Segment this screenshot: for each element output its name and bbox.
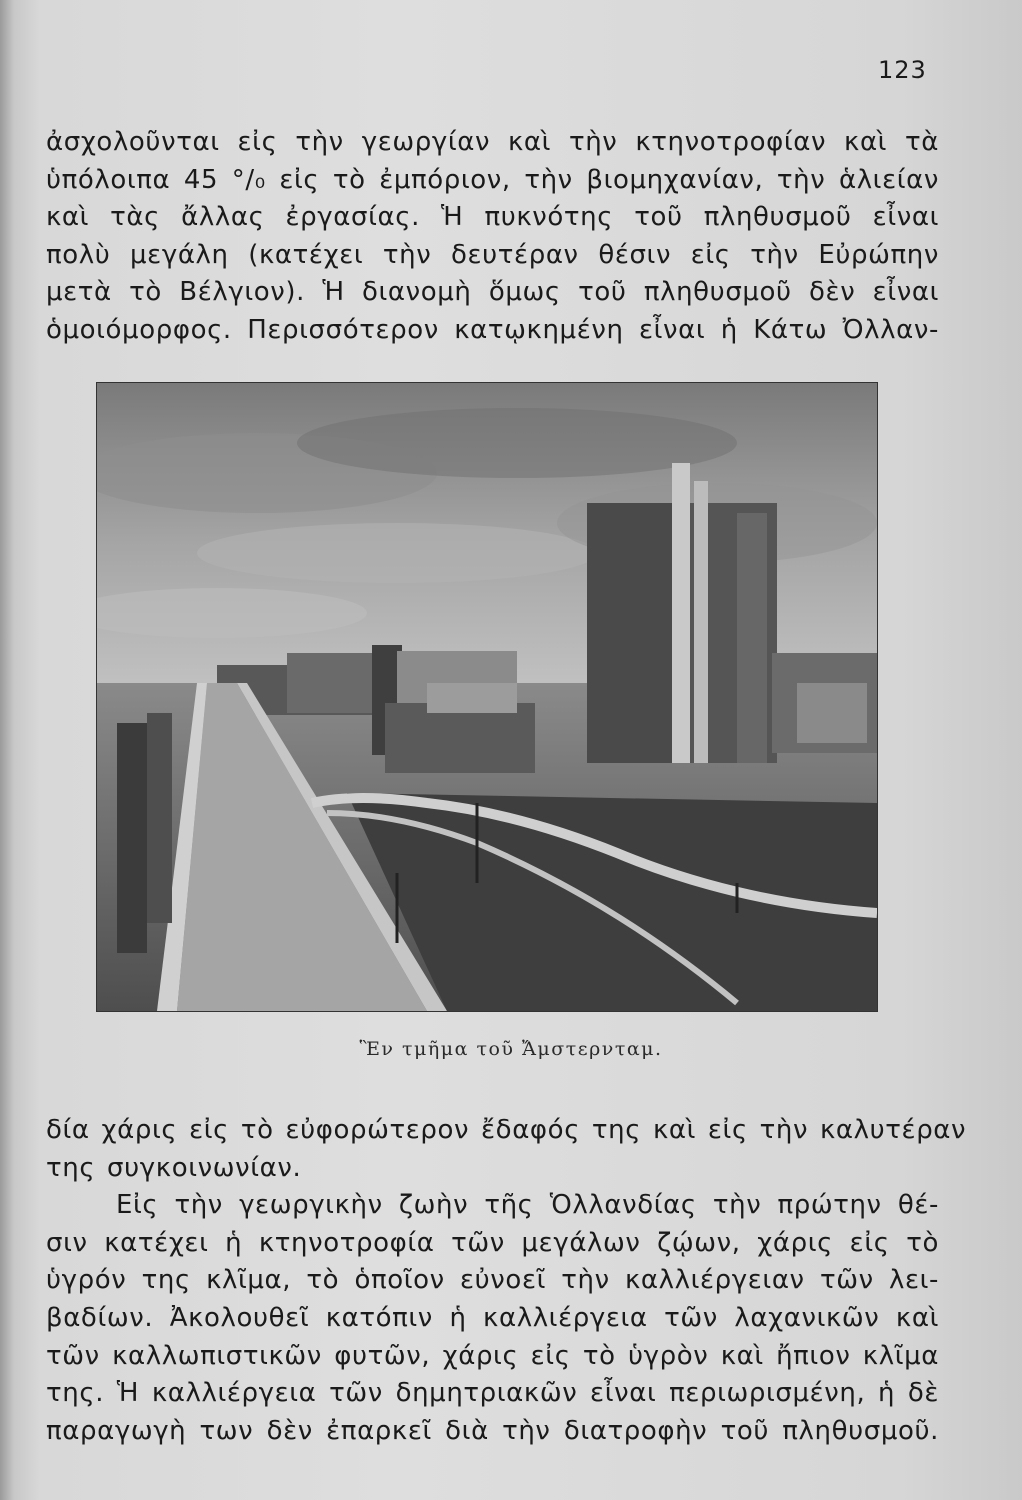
figure-caption: Ἓν τμῆμα τοῦ Ἄμστερνταμ. [359,1038,663,1060]
photo-illustration [97,383,877,1011]
top-paragraph [46,124,939,350]
amsterdam-photograph [96,382,878,1012]
text-line: σιν κατέχει ἡ κτηνοτροφία τῶν μεγάλων ζῴων, χάρις εἰς τὸ [46,1227,939,1258]
text-line: της. Ἡ καλλιέργεια τῶν δημητριακῶν εἶναι περιωρισμένη, ἡ δὲ [46,1378,939,1409]
text-line: ὑγρόν της κλῖμα, τὸ ὁποῖον εὐνοεῖ τὴν καλλιέργειαν τῶν λει- [46,1265,939,1296]
text-line: καὶ τὰς ἄλλας ἐργασίας. Ἡ πυκνότης τοῦ πληθυσμοῦ εἶναι [46,202,939,233]
text-line: τῶν καλλωπιστικῶν φυτῶν, χάρις εἰς τὸ ὑγρὸν καὶ ἤπιον κλῖμα [46,1340,939,1371]
text-line: ἀσχολοῦνται εἰς τὴν γεωργίαν καὶ τὴν κτηνοτροφίαν καὶ τὰ [46,127,939,157]
text-line: ὑπόλοιπα 45 °/₀ εἰς τὸ ἐμπόριον, τὴν βιομηχανίαν, τὴν ἁλιείαν [46,164,939,195]
bottom-paragraph [46,1112,967,1450]
text-line: βαδίων. Ἀκολουθεῖ κατόπιν ἡ καλλιέργεια τῶν λαχανικῶν καὶ [46,1302,939,1333]
text-line: Εἰς τὴν γεωργικὴν ζωὴν τῆς Ὁλλανδίας τὴν πρώτην θέ- [116,1190,939,1221]
text-line: παραγωγὴ των δὲν ἐπαρκεῖ διὰ τὴν διατροφὴν τοῦ πληθυσμοῦ. [46,1415,939,1446]
text-line: πολὺ μεγάλη (κατέχει τὴν δευτέραν θέσιν εἰς τὴν Εὐρώπην [46,239,939,270]
text-line: ὁμοιόμορφος. Περισσότερον κατῳκημένη εἶναι ἡ Κάτω Ὀλλαν- [46,314,939,345]
text-line: μετὰ τὸ Βέλγιον). Ἡ διανομὴ ὅμως τοῦ πληθυσμοῦ δὲν εἶναι [46,277,939,308]
page-number: 123 [878,56,927,84]
text-line: της συγκοινωνίαν. [46,1152,302,1183]
text-line: δία χάρις εἰς τὸ εὐφορώτερον ἔδαφός της καὶ εἰς τὴν καλυτέραν [46,1115,967,1145]
